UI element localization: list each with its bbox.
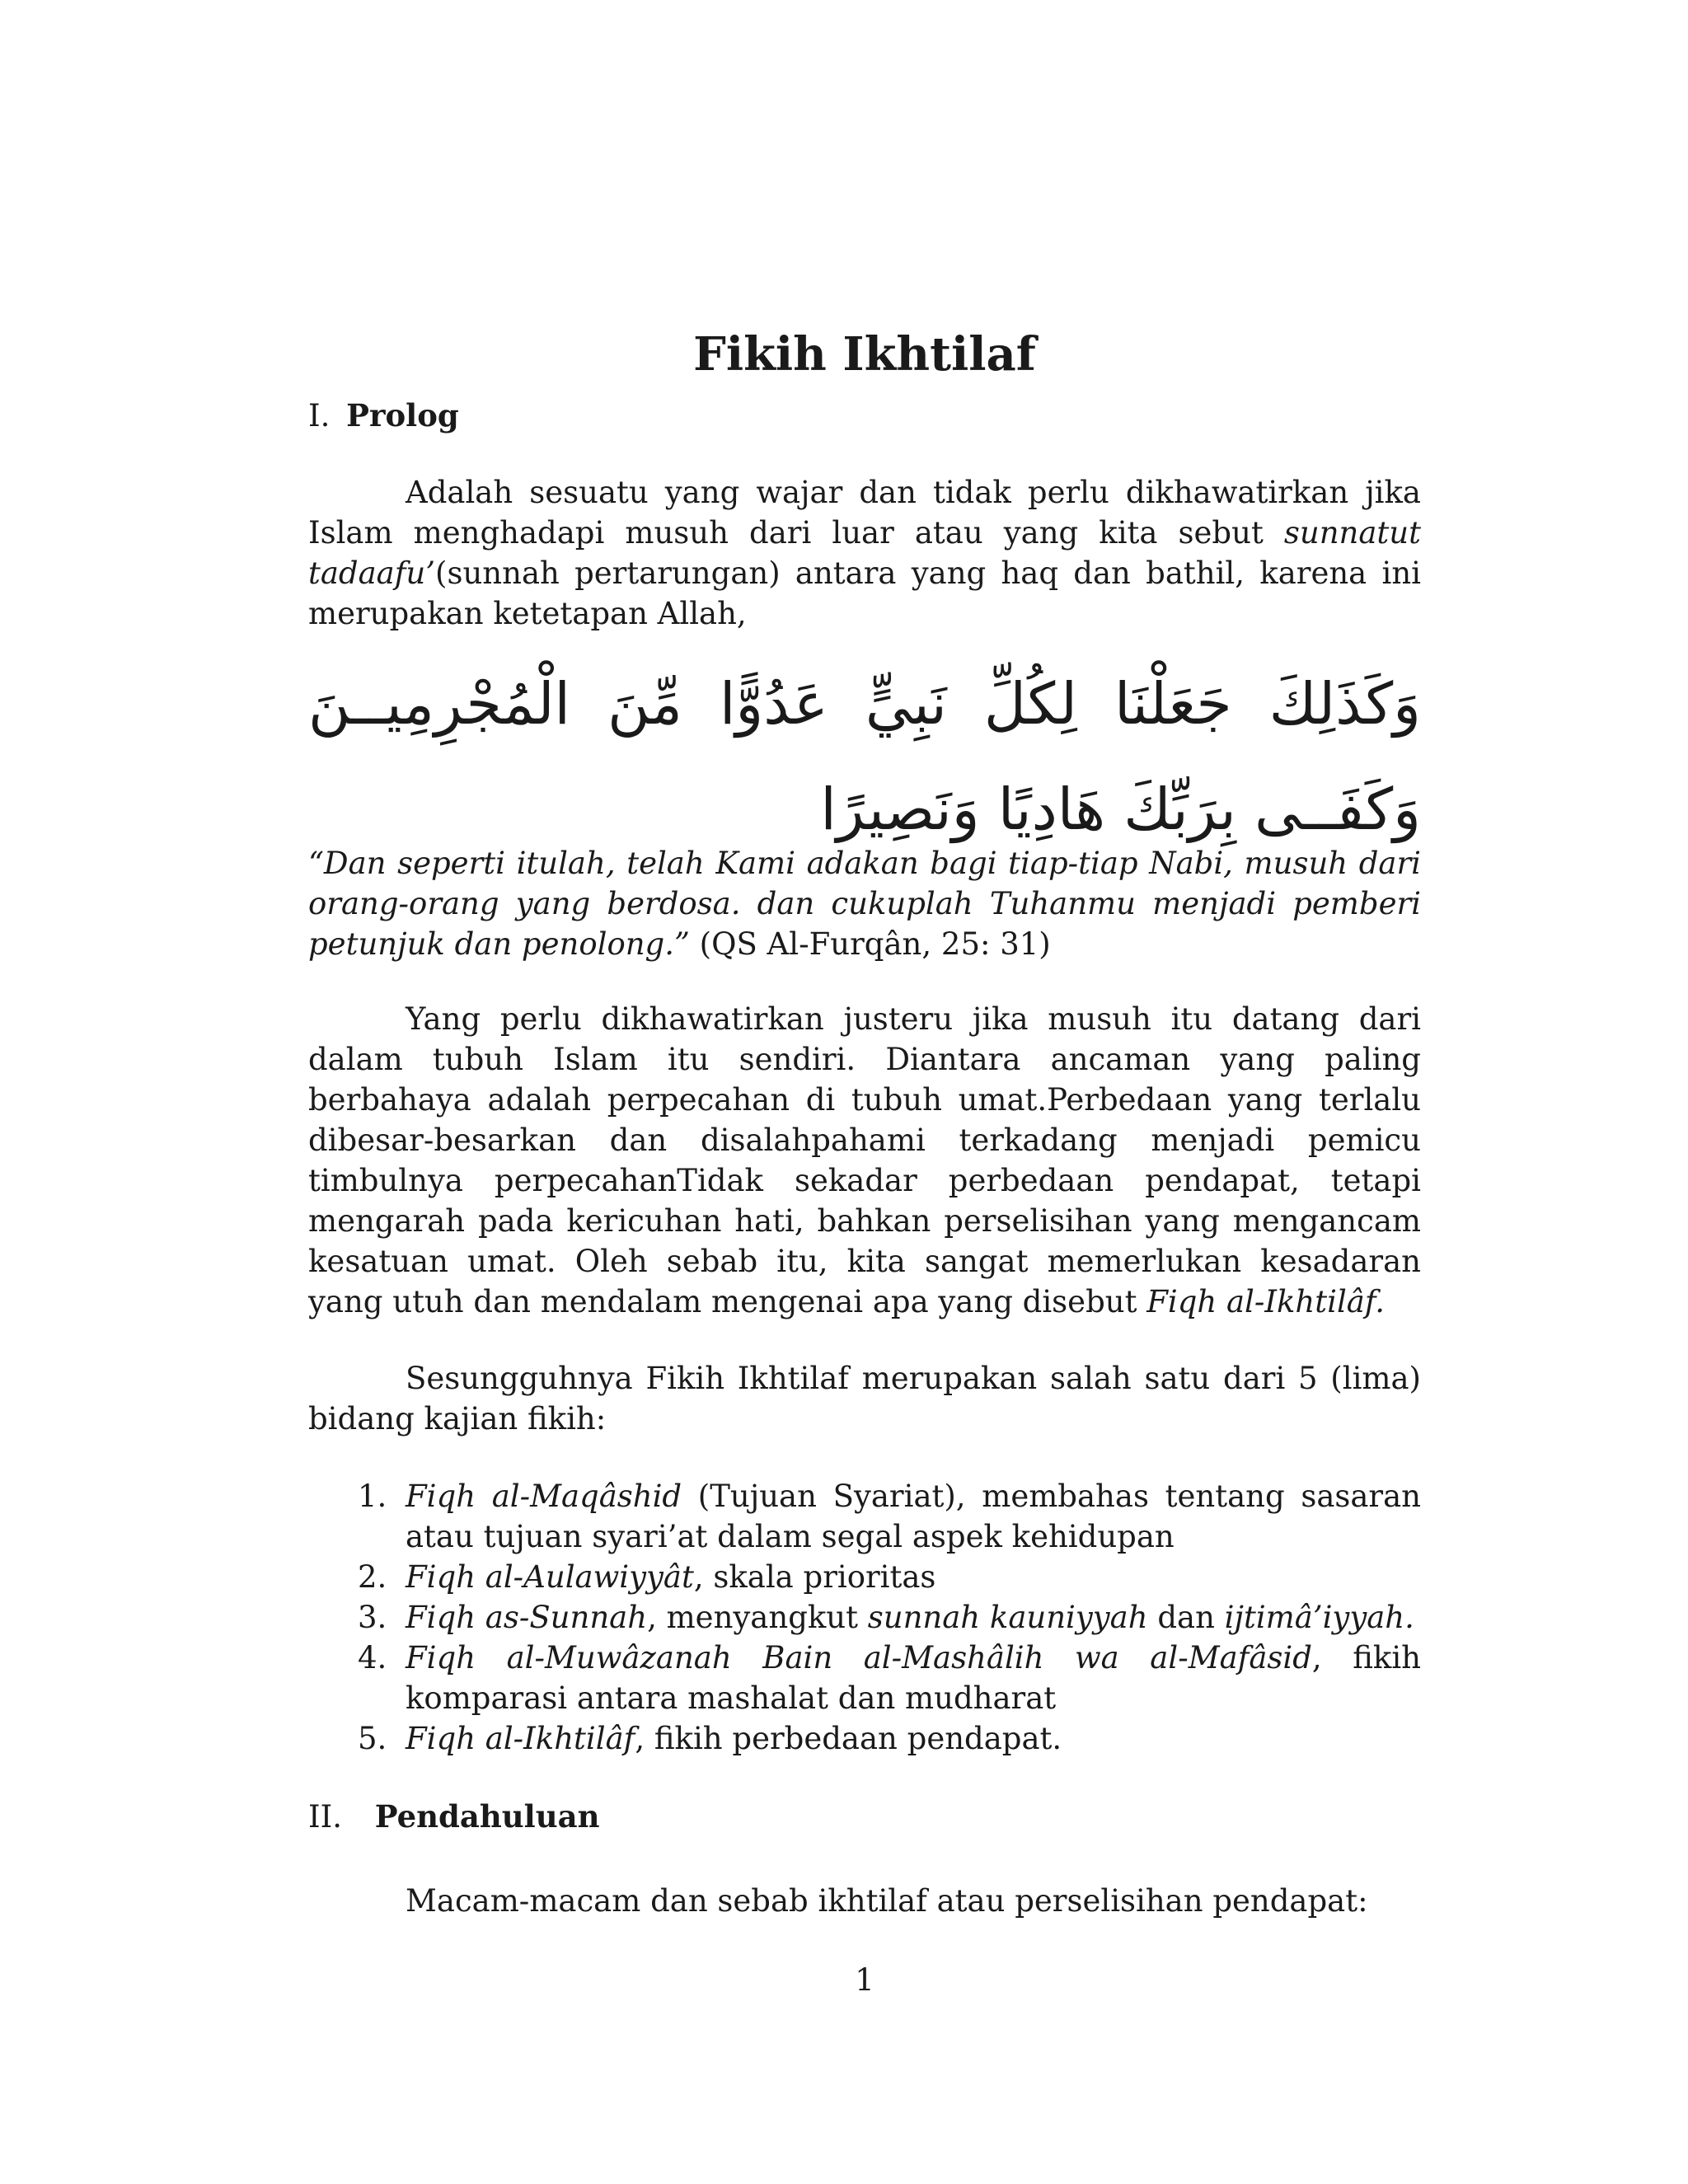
list-number: 5.: [358, 1721, 387, 1756]
paragraph-prolog: [308, 472, 1421, 634]
paragraph-text: (sunnah pertarungan) antara yang haq dan bathil, karena ini merupakan ketetapan Allah,: [308, 555, 1421, 631]
list-number: 2.: [358, 1559, 387, 1595]
list-text: , fikih perbedaan pendapat.: [635, 1721, 1062, 1756]
page-title: Fikih Ikhtilaf: [693, 327, 1036, 382]
paragraph-text: Yang perlu dikhawatirkan justeru jika musuh itu datang dari dalam tubuh Islam itu sendiri. Diantara ancaman yang paling berbahaya adalah perpecahan di tubuh umat.Perbedaan yang terlalu dibesar-besarkan dan disalahpahami terkadang menjadi pemicu timbulnya perpecahanTidak sekadar perbedaan pendapat, tetapi mengarah pada kericuhan hati, bahkan perselisihan yang mengancam kesatuan umat. Oleh sebab itu, kita sangat memerlukan kesadaran yang utuh dan mendalam mengenai apa yang disebut: [308, 1001, 1421, 1319]
list-item: [308, 1718, 1421, 1759]
list-item: [308, 1638, 1421, 1718]
list-item: [308, 1557, 1421, 1597]
section-number: II.: [308, 1799, 342, 1835]
list-text: , menyangkut: [647, 1600, 868, 1635]
list-italic: Fiqh al-Maqâshid: [406, 1479, 682, 1514]
list-text: , skala prioritas: [693, 1559, 936, 1595]
list-item: [308, 1476, 1421, 1557]
list-text: , fikih komparasi antara mashalat dan mudharat: [406, 1640, 1421, 1716]
list-italic: Fiqh al-Ikhtilâf: [406, 1721, 635, 1756]
paragraph-pendahuluan: Macam-macam dan sebab ikhtilaf atau perselisihan pendapat:: [406, 1883, 1368, 1919]
section-label: Prolog: [346, 397, 459, 434]
paragraph-italic: Fiqh al-Ikhtilâf.: [1146, 1284, 1385, 1319]
list-number: 4.: [358, 1640, 387, 1675]
paragraph-bidang-kajian: Sesungguhnya Fikih Ikhtilaf merupakan salah satu dari 5 (lima) bidang kajian fikih:: [308, 1361, 1421, 1436]
paragraph-text: Adalah sesuatu yang wajar dan tidak perlu dikhawatirkan jika Islam menghadapi musuh dari luar atau yang kita sebut: [308, 475, 1421, 551]
list-italic: ijtimâ’iyyah.: [1224, 1600, 1414, 1635]
verse-translation: [308, 843, 1421, 964]
translation-text: “Dan seperti itulah, telah Kami adakan bagi tiap-tiap Nabi, musuh dari orang-orang yang berdosa. dan cukuplah Tuhanmu menjadi pemberi petunjuk dan penolong.”: [308, 846, 1421, 962]
page-number: 1: [855, 1962, 874, 1998]
paragraph-italic: sunnatut tadaafu’: [308, 515, 1421, 591]
verse-reference: (QS Al-Furqân, 25: 31): [689, 926, 1051, 962]
paragraph-ancaman: [308, 999, 1421, 1322]
bidang-kajian-list: [308, 1476, 1421, 1759]
list-number: 1.: [358, 1479, 387, 1514]
section-heading-pendahuluan: [308, 1797, 1421, 1837]
list-number: 3.: [358, 1600, 387, 1635]
arabic-verse: وَكَذَلِكَ جَعَلْنَا لِكُلِّ نَبِيٍّ عَدُوًّا مِّنَ الْمُجْرِمِيــنَ وَكَفَــى بِرَبِّكَ هَادِيًا وَنَصِيرًا: [308, 670, 1421, 843]
list-italic: Fiqh al-Muwâzanah Bain al-Mashâlih wa al-Mafâsid: [406, 1640, 1312, 1675]
list-italic: Fiqh al-Aulawiyyât: [406, 1559, 694, 1595]
list-italic: sunnah kauniyyah: [867, 1600, 1148, 1635]
list-item: [308, 1597, 1421, 1638]
list-text: dan: [1147, 1600, 1225, 1635]
document-page: [308, 0, 1421, 2184]
section-heading-prolog: [308, 396, 1421, 436]
section-number: I.: [308, 398, 331, 434]
list-italic: Fiqh as-Sunnah: [406, 1600, 648, 1635]
section-label: Pendahuluan: [374, 1798, 600, 1835]
list-text: (Tujuan Syariat), membahas tentang sasaran atau tujuan syari’at dalam segal aspek kehidupan: [406, 1479, 1421, 1554]
